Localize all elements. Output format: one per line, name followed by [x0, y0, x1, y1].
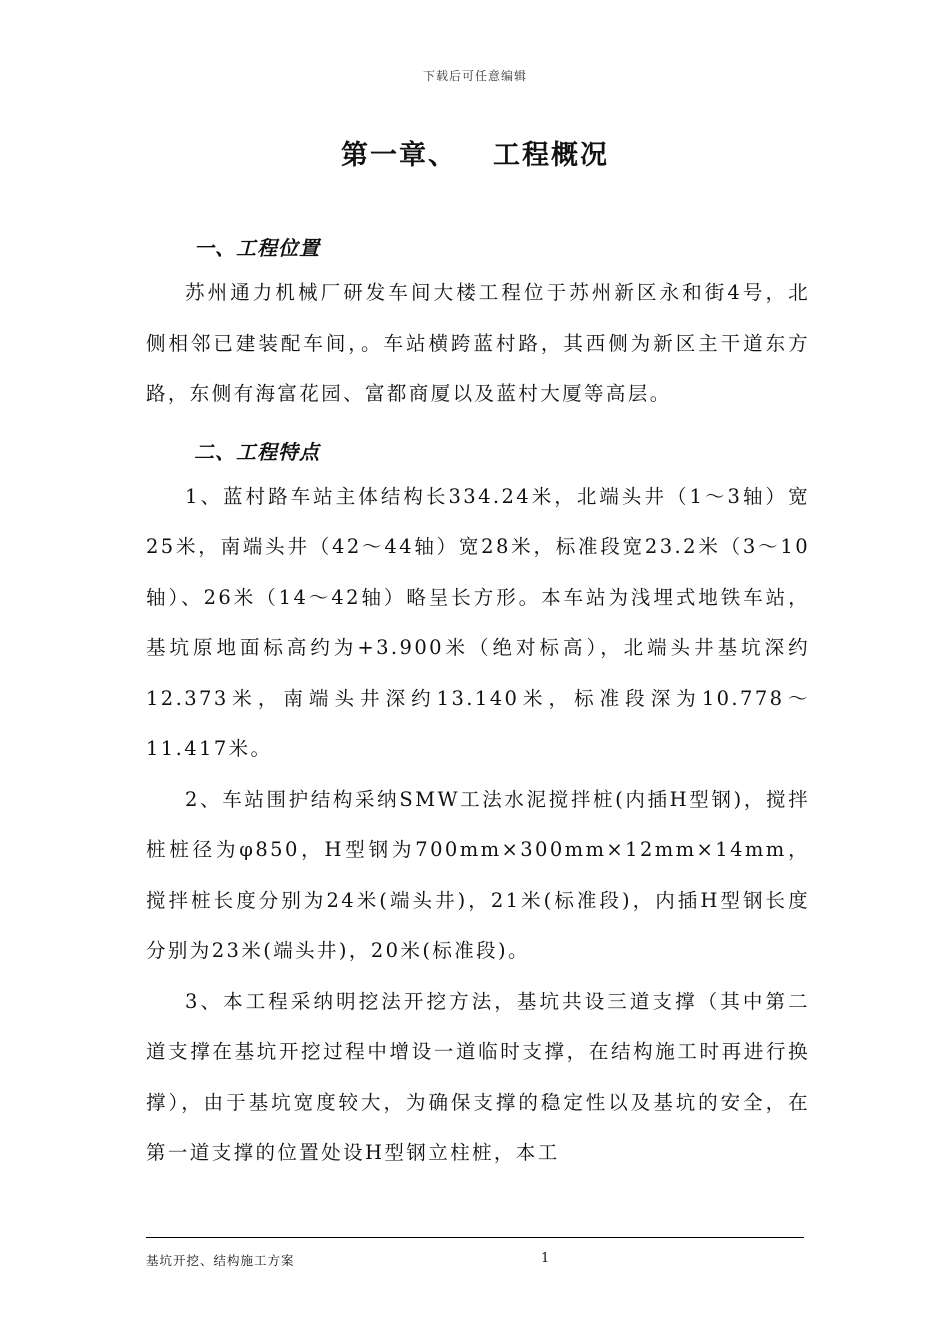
section-heading-features: 二、工程特点 — [194, 439, 320, 464]
document-body — [146, 228, 810, 1179]
page-number: 1 — [541, 1251, 550, 1266]
paragraph-feature-2: 2、车站围护结构采纳SMW工法水泥搅拌桩(内插H型钢)，搅拌桩桩径为φ850，H型钢为700mm×300mm×12mm×14mm，搅拌桩长度分别为24米(端头井)，21米(标准段)，内插H型钢长度分别为23米(端头井)，20米(标准段)。 — [146, 787, 810, 962]
paragraph-location: 苏州通力机械厂研发车间大楼工程位于苏州新区永和街4号，北侧相邻已建装配车间，。车站横跨蓝村路，其西侧为新区主干道东方路，东侧有海富花园、富都商厦以及蓝村大厦等高层。 — [146, 281, 810, 405]
chapter-name: 工程概况 — [493, 140, 609, 171]
paragraph-feature-1: 1、蓝村路车站主体结构长334.24米，北端头井（1～3轴）宽25米，南端头井（42～44轴）宽28米，标准段宽23.2米（3～10轴）、26米（14～42轴）略呈长方形。本车站为浅埋式地铁车站，基坑原地面标高约为+3.900米（绝对标高），北端头井基坑深约12.373米，南端头井深约13.140米，标准段深为10.778～11.417米。 — [146, 484, 810, 760]
section-heading-location: 一、工程位置 — [194, 236, 320, 260]
chapter-number: 第一章、 — [341, 140, 457, 171]
footer-divider — [146, 1237, 804, 1238]
paragraph-feature-3: 3、本工程采纳明挖法开挖方法，基坑共设三道支撑（其中第二道支撑在基坑开挖过程中增设一道临时支撑，在结构施工时再进行换撑），由于基坑宽度较大，为确保支撑的稳定性以及基坑的安全，在第一道支撑的位置处设H型钢立柱桩，本工 — [146, 989, 810, 1164]
chapter-title — [0, 133, 950, 172]
page-header: 下载后可任意编辑 — [422, 69, 527, 83]
section-spacer — [146, 420, 810, 432]
footer-document-title: 基坑开挖、结构施工方案 — [146, 1253, 295, 1268]
